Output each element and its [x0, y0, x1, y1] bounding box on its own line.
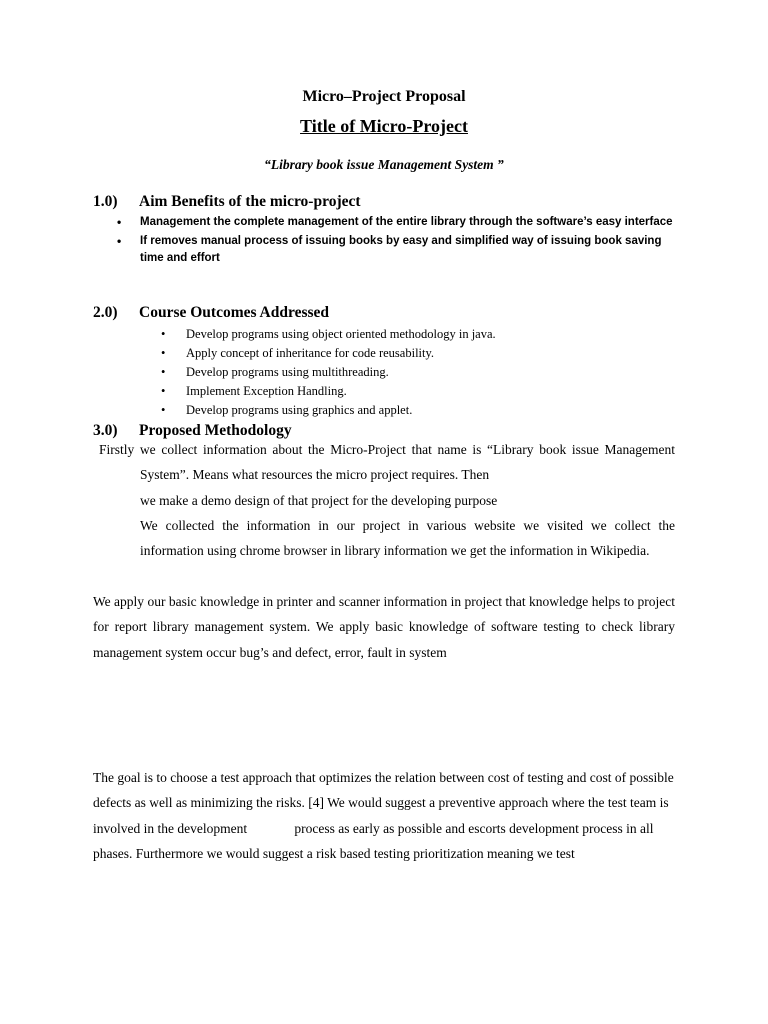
section-number: 3.0) — [93, 422, 118, 439]
list-item: • Management the complete management of the entire library through the software’s easy interface — [113, 214, 683, 232]
section-title: Proposed Methodology — [139, 422, 292, 439]
list-item: • Develop programs using object oriented methodology in java. — [159, 325, 679, 344]
methodology-paragraph-2: we make a demo design of that project for the developing purpose — [140, 493, 498, 508]
section-title: Course Outcomes Addressed — [139, 304, 330, 321]
methodology-paragraph-3: We collected the information in our project in various website we visited we collect the information using chrome browser in library information we get the information in Wikipedia. — [140, 518, 675, 559]
methodology-paragraph-4: We apply our basic knowledge in printer and scanner information in project that knowledge helps to project for report library management system. We apply basic knowledge of software testing to check library management system occur bug’s and defect, error, fault in system — [93, 594, 675, 660]
course-outcomes-list — [159, 325, 679, 420]
section-number: 1.0) — [93, 193, 118, 210]
section-number: 2.0) — [93, 304, 118, 321]
document-title: Micro–Project Proposal — [302, 88, 466, 105]
section-heading-aim — [93, 193, 361, 211]
section-heading-course-outcomes — [93, 304, 329, 322]
section-title: Aim Benefits of the micro-project — [139, 193, 361, 210]
methodology-paragraph-5: The goal is to choose a test approach that optimizes the relation between cost of testing and cost of possible defects as well as minimizing the risks. [4] We would suggest a preventive approach where the test team is involved in the development process as early as possible and escorts development process in all phases. Furthermore we would suggest a risk based testing prioritization meaning we test — [93, 770, 678, 861]
list-item: • Implement Exception Handling. — [159, 382, 679, 401]
list-item: • Develop programs using graphics and applet. — [159, 401, 679, 420]
methodology-paragraph-1-text: Firstly we collect information about the Micro-Project that name is “Library book issue Management System”. Means what resources the micro project requires. Then — [99, 442, 675, 483]
list-item: • Develop programs using multithreading. — [159, 363, 679, 382]
list-item: • Apply concept of inheritance for code reusability. — [159, 344, 679, 363]
aim-benefits-list — [113, 214, 683, 269]
project-title-heading: Title of Micro-Project — [300, 116, 468, 136]
list-item: • If removes manual process of issuing books by easy and simplified way of issuing book saving time and effort — [113, 233, 683, 268]
project-name: “Library book issue Management System ” — [264, 157, 504, 172]
